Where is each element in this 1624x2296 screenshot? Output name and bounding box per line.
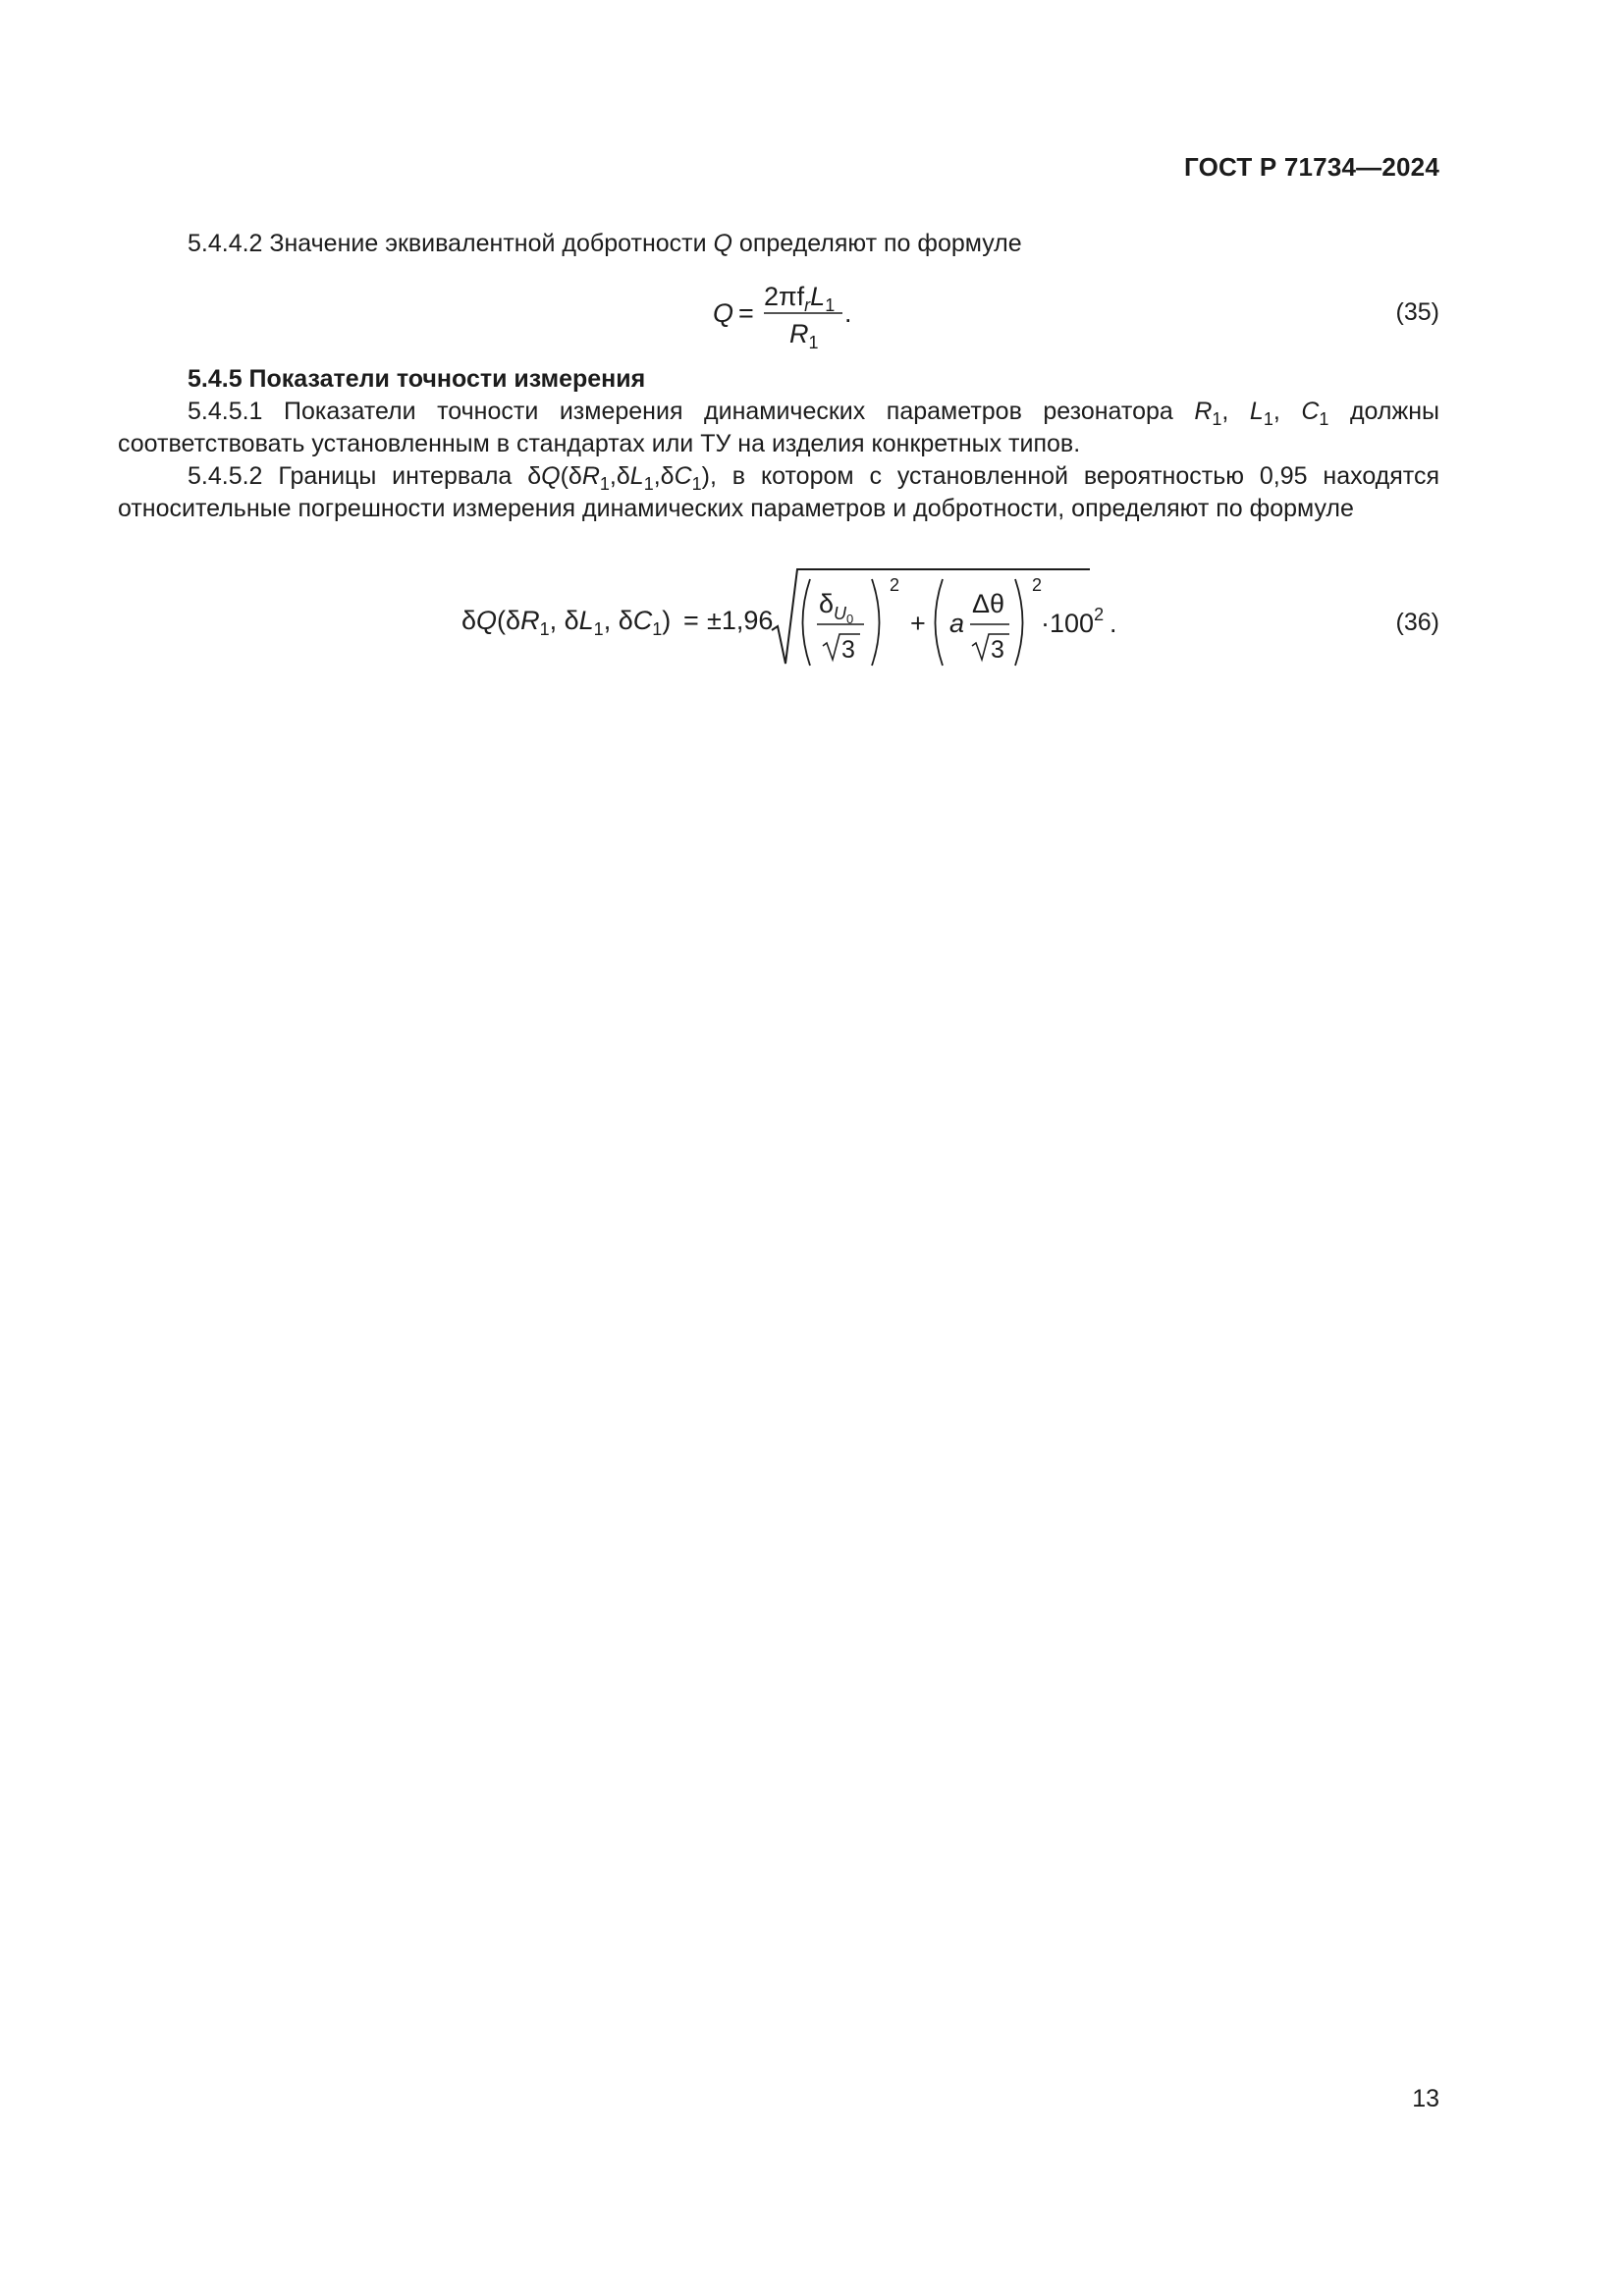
formula-36-term1-sqrt3: 3: [841, 636, 855, 664]
page-number: 13: [1412, 2085, 1439, 2112]
formula-36-term2-left-paren: [936, 579, 944, 666]
formula-36-term2-right-paren: [1015, 579, 1023, 666]
formula-35-lhs: Q: [713, 298, 734, 328]
formula-35-period: .: [844, 298, 852, 328]
formula-36-term2-sqrt3: 3: [991, 636, 1004, 664]
formula-35-equals: =: [738, 298, 754, 328]
paragraph-5-4-5-2: 5.4.5.2 Границы интервала $\delta Q(\delta R_1,\delta L_1,\delta C_1)$, в котором с установленной вероятностью 0,95 находятся относительные погрешности измерения динамических параметров и добротности, определяют по формуле: [118, 462, 1440, 522]
formula-35-numerator: $2\pi f_rL_1$: [764, 282, 836, 315]
formula-36: [452, 561, 1139, 669]
standard-code: ГОСТ Р 71734—2024: [1184, 152, 1439, 182]
formula-36-term2-exponent: 2: [1032, 575, 1043, 595]
formula-36-term2-numerator: Δθ: [972, 589, 1005, 618]
equation-number-36: (36): [1395, 609, 1439, 636]
formula-36-term1-left-paren: [803, 579, 811, 666]
formula-36-factor: $\cdot 100^2$: [1041, 605, 1105, 638]
equation-number-35: (35): [1395, 298, 1439, 326]
section-heading-5-4-5: 5.4.5 Показатели точности измерения: [188, 365, 646, 393]
formula-35-denominator: $R_1$: [789, 319, 819, 352]
paragraph-5-4-4-2: 5.4.4.2 Значение эквивалентной добротности Q определяют по формуле: [188, 230, 1022, 257]
formula-36-period: .: [1110, 609, 1117, 638]
formula-36-term2-coefficient-a: a: [949, 609, 965, 638]
formula-36-term1-right-paren: [872, 579, 880, 666]
formula-36-plus: +: [910, 609, 926, 638]
document-header: [1184, 151, 1439, 184]
formula-36-lhs: $\delta Q(\delta R_1$, $\delta L_1$, $\delta C_1$): [461, 606, 672, 639]
formula-36-term1-numerator: $\delta_U0$: [819, 589, 854, 626]
formula-36-term1-exponent: 2: [890, 575, 900, 595]
formula-35: [687, 271, 923, 355]
formula-36-coefficient: ±1,96: [707, 606, 774, 635]
paragraph-5-4-5-1: 5.4.5.1 Показатели точности измерения динамических параметров резонатора $R_1$, $L_1$, $C_1$ должны соответствовать установленным в стандартах или ТУ на изделия конкретных типов.: [118, 398, 1439, 457]
formula-36-equals: =: [683, 606, 699, 635]
